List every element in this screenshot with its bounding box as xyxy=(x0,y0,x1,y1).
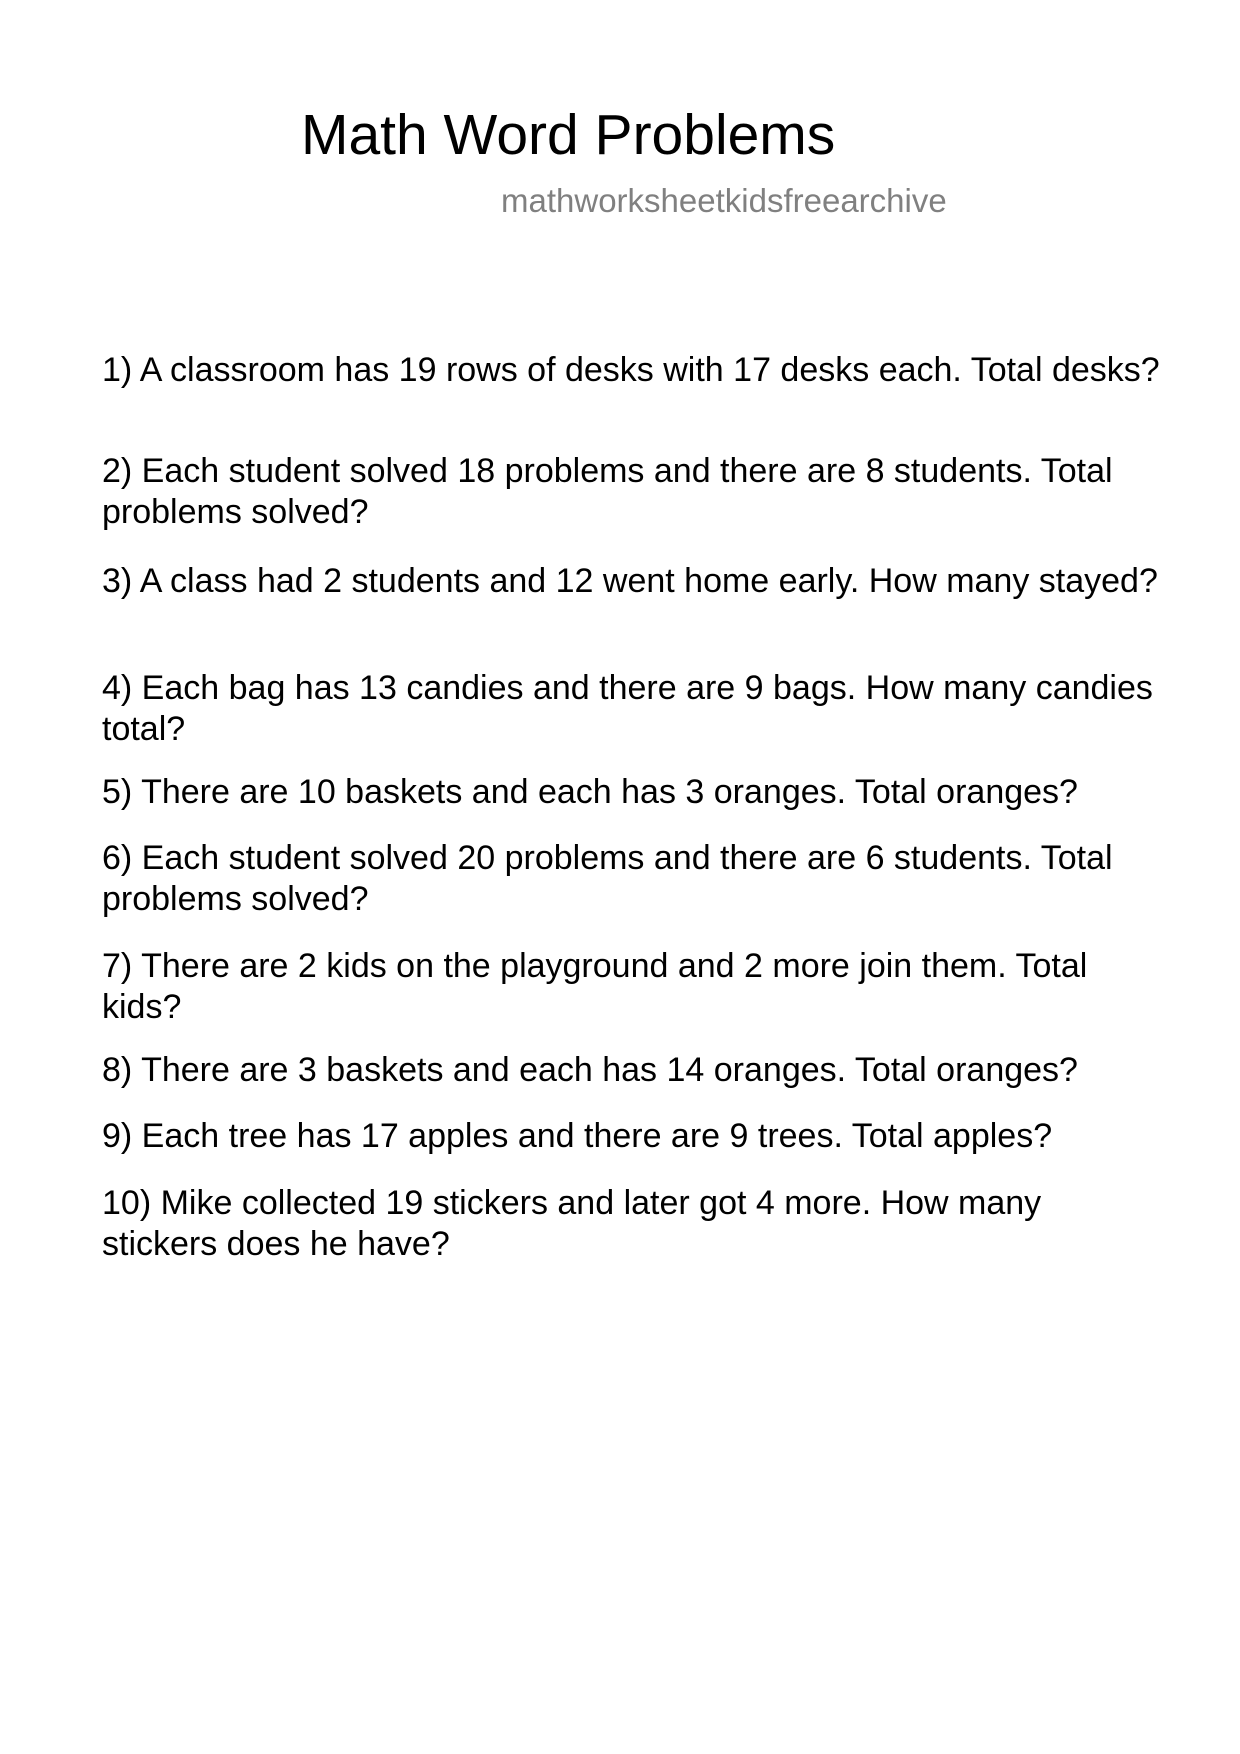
problem-item-3: 3) A class had 2 students and 12 went home early. How many stayed? xyxy=(102,562,1158,600)
problem-item-7: 7) There are 2 kids on the playground and 2 more join them. Total kids? xyxy=(102,947,1088,1026)
problem-item-8: 8) There are 3 baskets and each has 14 oranges. Total oranges? xyxy=(102,1051,1078,1089)
problem-item-1: 1) A classroom has 19 rows of desks with 17 desks each. Total desks? xyxy=(102,351,1160,389)
problem-item-2: 2) Each student solved 18 problems and there are 8 students. Total problems solved? xyxy=(102,452,1113,531)
problem-item-9: 9) Each tree has 17 apples and there are 9 trees. Total apples? xyxy=(102,1117,1053,1155)
problem-item-10: 10) Mike collected 19 stickers and later got 4 more. How many stickers does he have? xyxy=(102,1184,1042,1263)
problem-item-6: 6) Each student solved 20 problems and there are 6 students. Total problems solved? xyxy=(102,839,1113,918)
worksheet-title: Math Word Problems xyxy=(301,103,836,167)
worksheet-source: mathworksheetkidsfreearchive xyxy=(501,182,947,219)
problem-item-4: 4) Each bag has 13 candies and there are 9 bags. How many candies total? xyxy=(102,669,1153,748)
problem-item-5: 5) There are 10 baskets and each has 3 oranges. Total oranges? xyxy=(102,773,1078,811)
